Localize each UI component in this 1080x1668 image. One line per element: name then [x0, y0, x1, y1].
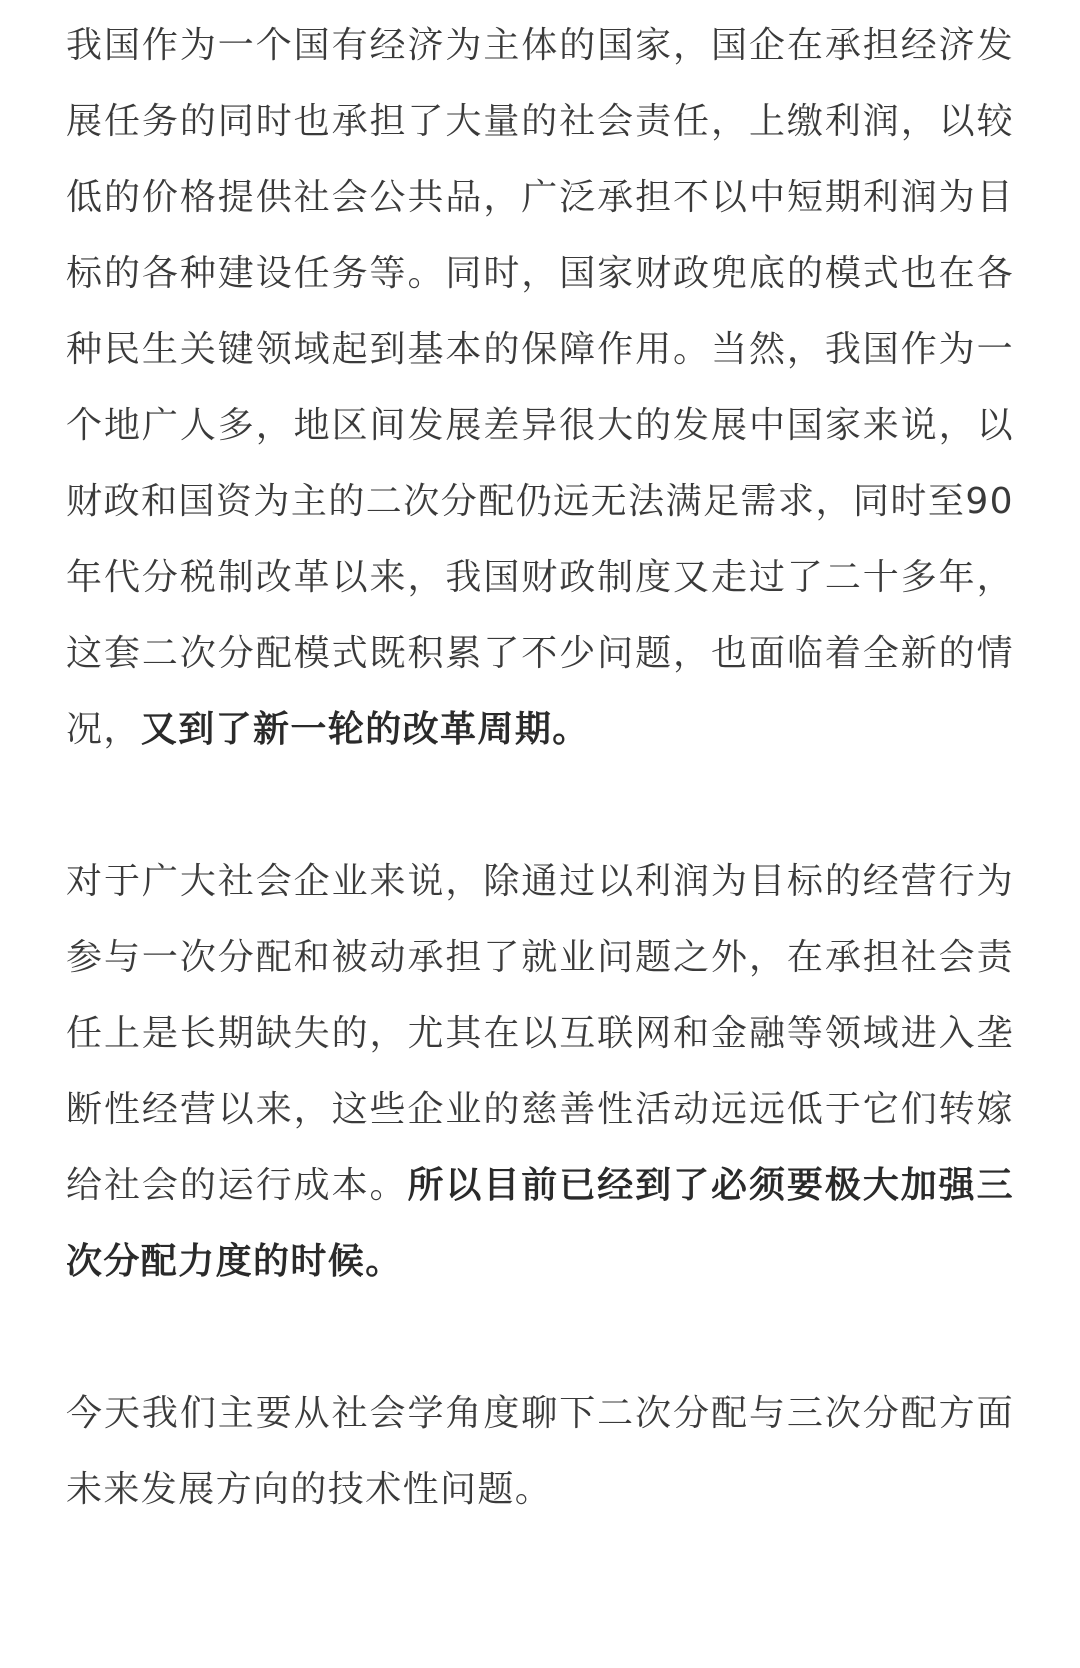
paragraph-1-text: 我国作为一个国有经济为主体的国家，国企在承担经济发展任务的同时也承担了大量的社会责任，上缴利润，以较低的价格提供社会公共品，广泛承担不以中短期利润为目标的各种建设任务等。同时，国家财政兜底的模式也在各种民生关键领域起到基本的保障作用。当然，我国作为一个地广人多，地区间发展差异很大的发展中国家来说，以财政和国资为主的二次分配仍远无法满足需求，同时至90年代分税制改革以来，我国财政制度又走过了二十多年，这套二次分配模式既积累了不少问题，也面临着全新的情况，: [66, 25, 1014, 750]
article-body: [66, 8, 1014, 1528]
paragraph-2-text: 对于广大社会企业来说，除通过以利润为目标的经营行为参与一次分配和被动承担了就业问题之外，在承担社会责任上是长期缺失的，尤其在以互联网和金融等领域进入垄断性经营以来，这些企业的慈善性活动远远低于它们转嫁给社会的运行成本。: [66, 861, 1014, 1206]
paragraph-1: [66, 8, 1014, 768]
paragraph-3-text: 今天我们主要从社会学角度聊下二次分配与三次分配方面未来发展方向的技术性问题。: [66, 1393, 1014, 1510]
paragraph-2: [66, 844, 1014, 1300]
paragraph-1-bold-text: 又到了新一轮的改革周期。: [140, 709, 590, 750]
paragraph-3: [66, 1376, 1014, 1528]
paragraph-2-bold-text: 所以目前已经到了必须要极大加强三次分配力度的时候。: [66, 1165, 1014, 1282]
